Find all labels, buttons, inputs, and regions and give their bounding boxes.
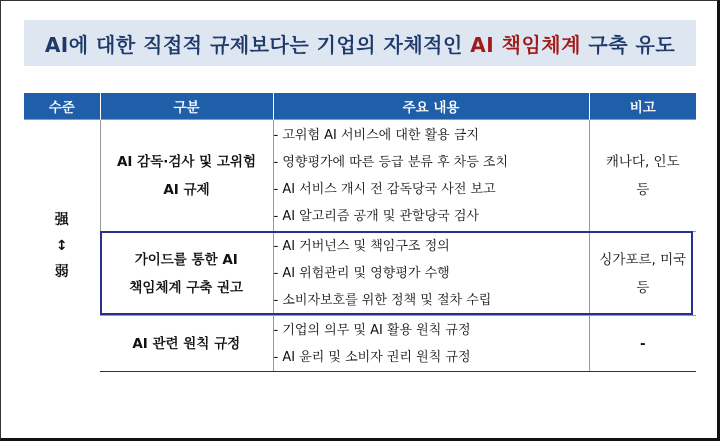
note-cell: 캐나다, 인도 등: [589, 120, 696, 232]
level-arrow-icon: ↕: [55, 237, 68, 254]
table-header-row: [24, 93, 696, 120]
content-item: - 영향평가에 따른 등급 분류 후 차등 조치: [273, 154, 509, 170]
category-cell: AI 감독·검사 및 고위험 AI 규제: [100, 120, 273, 232]
title-prefix: AI에 대한 직접적 규제보다는 기업의 자체적인: [44, 32, 463, 57]
level-weak: 弱: [54, 263, 69, 280]
category-cell: AI 관련 원칙 규정: [100, 316, 273, 372]
title-highlight: AI 책임체계: [470, 32, 581, 57]
content-cell: [273, 316, 589, 372]
title-suffix: 구축 유도: [588, 32, 676, 57]
content-item: - AI 알고리즘 공개 및 관할당국 검사: [273, 208, 479, 224]
slide-title: [24, 20, 696, 66]
level-strong: 强: [54, 211, 69, 228]
content-cell: [273, 120, 589, 232]
header-category: 구분: [100, 93, 273, 120]
level-scale: [24, 120, 100, 372]
content-item: - AI 위험관리 및 영향평가 수행: [273, 266, 450, 281]
table-row: [24, 316, 696, 372]
note-cell: 싱가포르, 미국 등: [589, 232, 696, 316]
header-level: 수준: [24, 93, 100, 120]
content-item: - 기업의 의무 및 AI 활용 원칙 규정: [273, 322, 471, 338]
table-row: [24, 120, 696, 232]
category-cell: 가이드를 통한 AI 책임체계 구축 권고: [100, 232, 273, 316]
table-row: [24, 232, 696, 316]
content-item: - 소비자보호를 위한 정책 및 절차 수립: [273, 293, 492, 308]
content-item: - 고위험 AI 서비스에 대한 활용 금지: [273, 127, 479, 143]
content-item: - AI 서비스 개시 전 감독당국 사전 보고: [273, 181, 496, 197]
regulation-table: [24, 93, 696, 372]
content-item: - AI 거버넌스 및 책임구조 정의: [273, 239, 450, 254]
header-content: 주요 내용: [273, 93, 589, 120]
note-cell: -: [589, 316, 696, 372]
content-item: - AI 윤리 및 소비자 권리 원칙 규정: [273, 349, 471, 365]
content-cell: [273, 232, 589, 316]
header-note: 비고: [589, 93, 696, 120]
